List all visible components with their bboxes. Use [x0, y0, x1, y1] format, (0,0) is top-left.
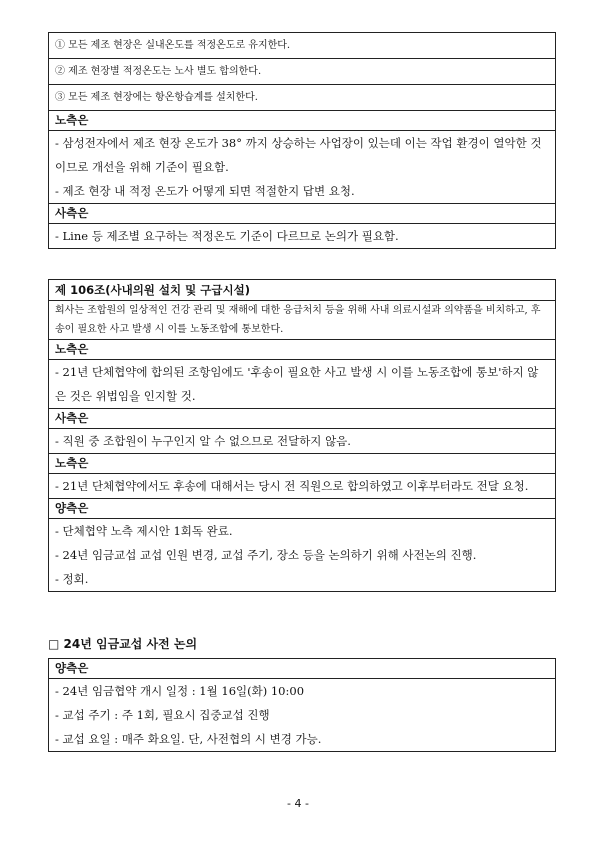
statement-line: - 교섭 요일 : 매주 화요일. 단, 사전협의 시 변경 가능.: [55, 732, 322, 746]
party-statement: [49, 474, 556, 499]
statement-line: - 24년 임금교섭 교섭 인원 변경, 교섭 주기, 장소 등을 논의하기 위해 사전논의 진행.: [55, 548, 477, 562]
party-statement: [49, 360, 556, 409]
document-page: [48, 32, 556, 752]
statement-line: - 21년 단체협약에 합의된 조항임에도 '후송이 필요한 사고 발생 시 이를 노동조합에 통보'하지 않은 것은 위법임을 인지할 것.: [55, 365, 539, 403]
section-working-temperature: [48, 32, 556, 249]
section-wage-negotiation: [48, 658, 556, 752]
statement-line: - 24년 임금협약 개시 일정 : 1월 16일(화) 10:00: [55, 684, 305, 698]
article-title: 제 106조(사내의원 설치 및 구급시설): [49, 280, 556, 301]
statement-line: - Line 등 제조별 요구하는 적정온도 기준이 다르므로 논의가 필요함.: [55, 229, 399, 243]
party-statement: [49, 224, 556, 249]
party-header-management: 사측은: [49, 409, 556, 429]
statement-line: - 제조 현장 내 적정 온도가 어떻게 되면 적절한지 답변 요청.: [55, 184, 355, 198]
statement-line: - 정회.: [55, 572, 89, 586]
party-header-both: 양측은: [49, 499, 556, 519]
party-header-labor: 노측은: [49, 340, 556, 360]
clause-item: ② 제조 현장별 적정온도는 노사 별도 합의한다.: [49, 59, 556, 85]
section-title: □ 24년 임금교섭 사전 논의: [48, 637, 198, 651]
party-statement: [49, 429, 556, 454]
article-clause: 회사는 조합원의 일상적인 건강 관리 및 재해에 대한 응급처치 등을 위해 사내 의료시설과 의약품을 비치하고, 후송이 필요한 사고 발생 시 이를 노동조합에 통보한다.: [49, 301, 556, 340]
party-header-labor: 노측은: [49, 111, 556, 131]
statement-line: - 21년 단체협약에서도 후송에 대해서는 당시 전 직원으로 합의하였고 이후부터라도 전달 요청.: [55, 479, 529, 493]
clause-item: ① 모든 제조 현장은 실내온도를 적정온도로 유지한다.: [49, 33, 556, 59]
page-number: - 4 -: [287, 797, 309, 810]
spacer: [48, 592, 556, 634]
statement-line: - 직원 중 조합원이 누구인지 알 수 없으므로 전달하지 않음.: [55, 434, 351, 448]
party-statement: [49, 679, 556, 752]
statement-line: - 삼성전자에서 제조 현장 온도가 38° 까지 상승하는 사업장이 있는데 이는 작업 환경이 열악한 것이므로 개선을 위해 기준이 필요함.: [55, 136, 542, 174]
party-statement: [49, 519, 556, 592]
party-header-management: 사측은: [49, 204, 556, 224]
clause-item: ③ 모든 제조 현장에는 항온항습계를 설치한다.: [49, 85, 556, 111]
section-article-106: [48, 279, 556, 592]
party-header-both: 양측은: [49, 659, 556, 679]
party-statement: [49, 131, 556, 204]
party-header-labor: 노측은: [49, 454, 556, 474]
statement-line: - 단체협약 노측 제시안 1회독 완료.: [55, 524, 233, 538]
statement-line: - 교섭 주기 : 주 1회, 필요시 집중교섭 진행: [55, 708, 270, 722]
spacer: [48, 249, 556, 279]
